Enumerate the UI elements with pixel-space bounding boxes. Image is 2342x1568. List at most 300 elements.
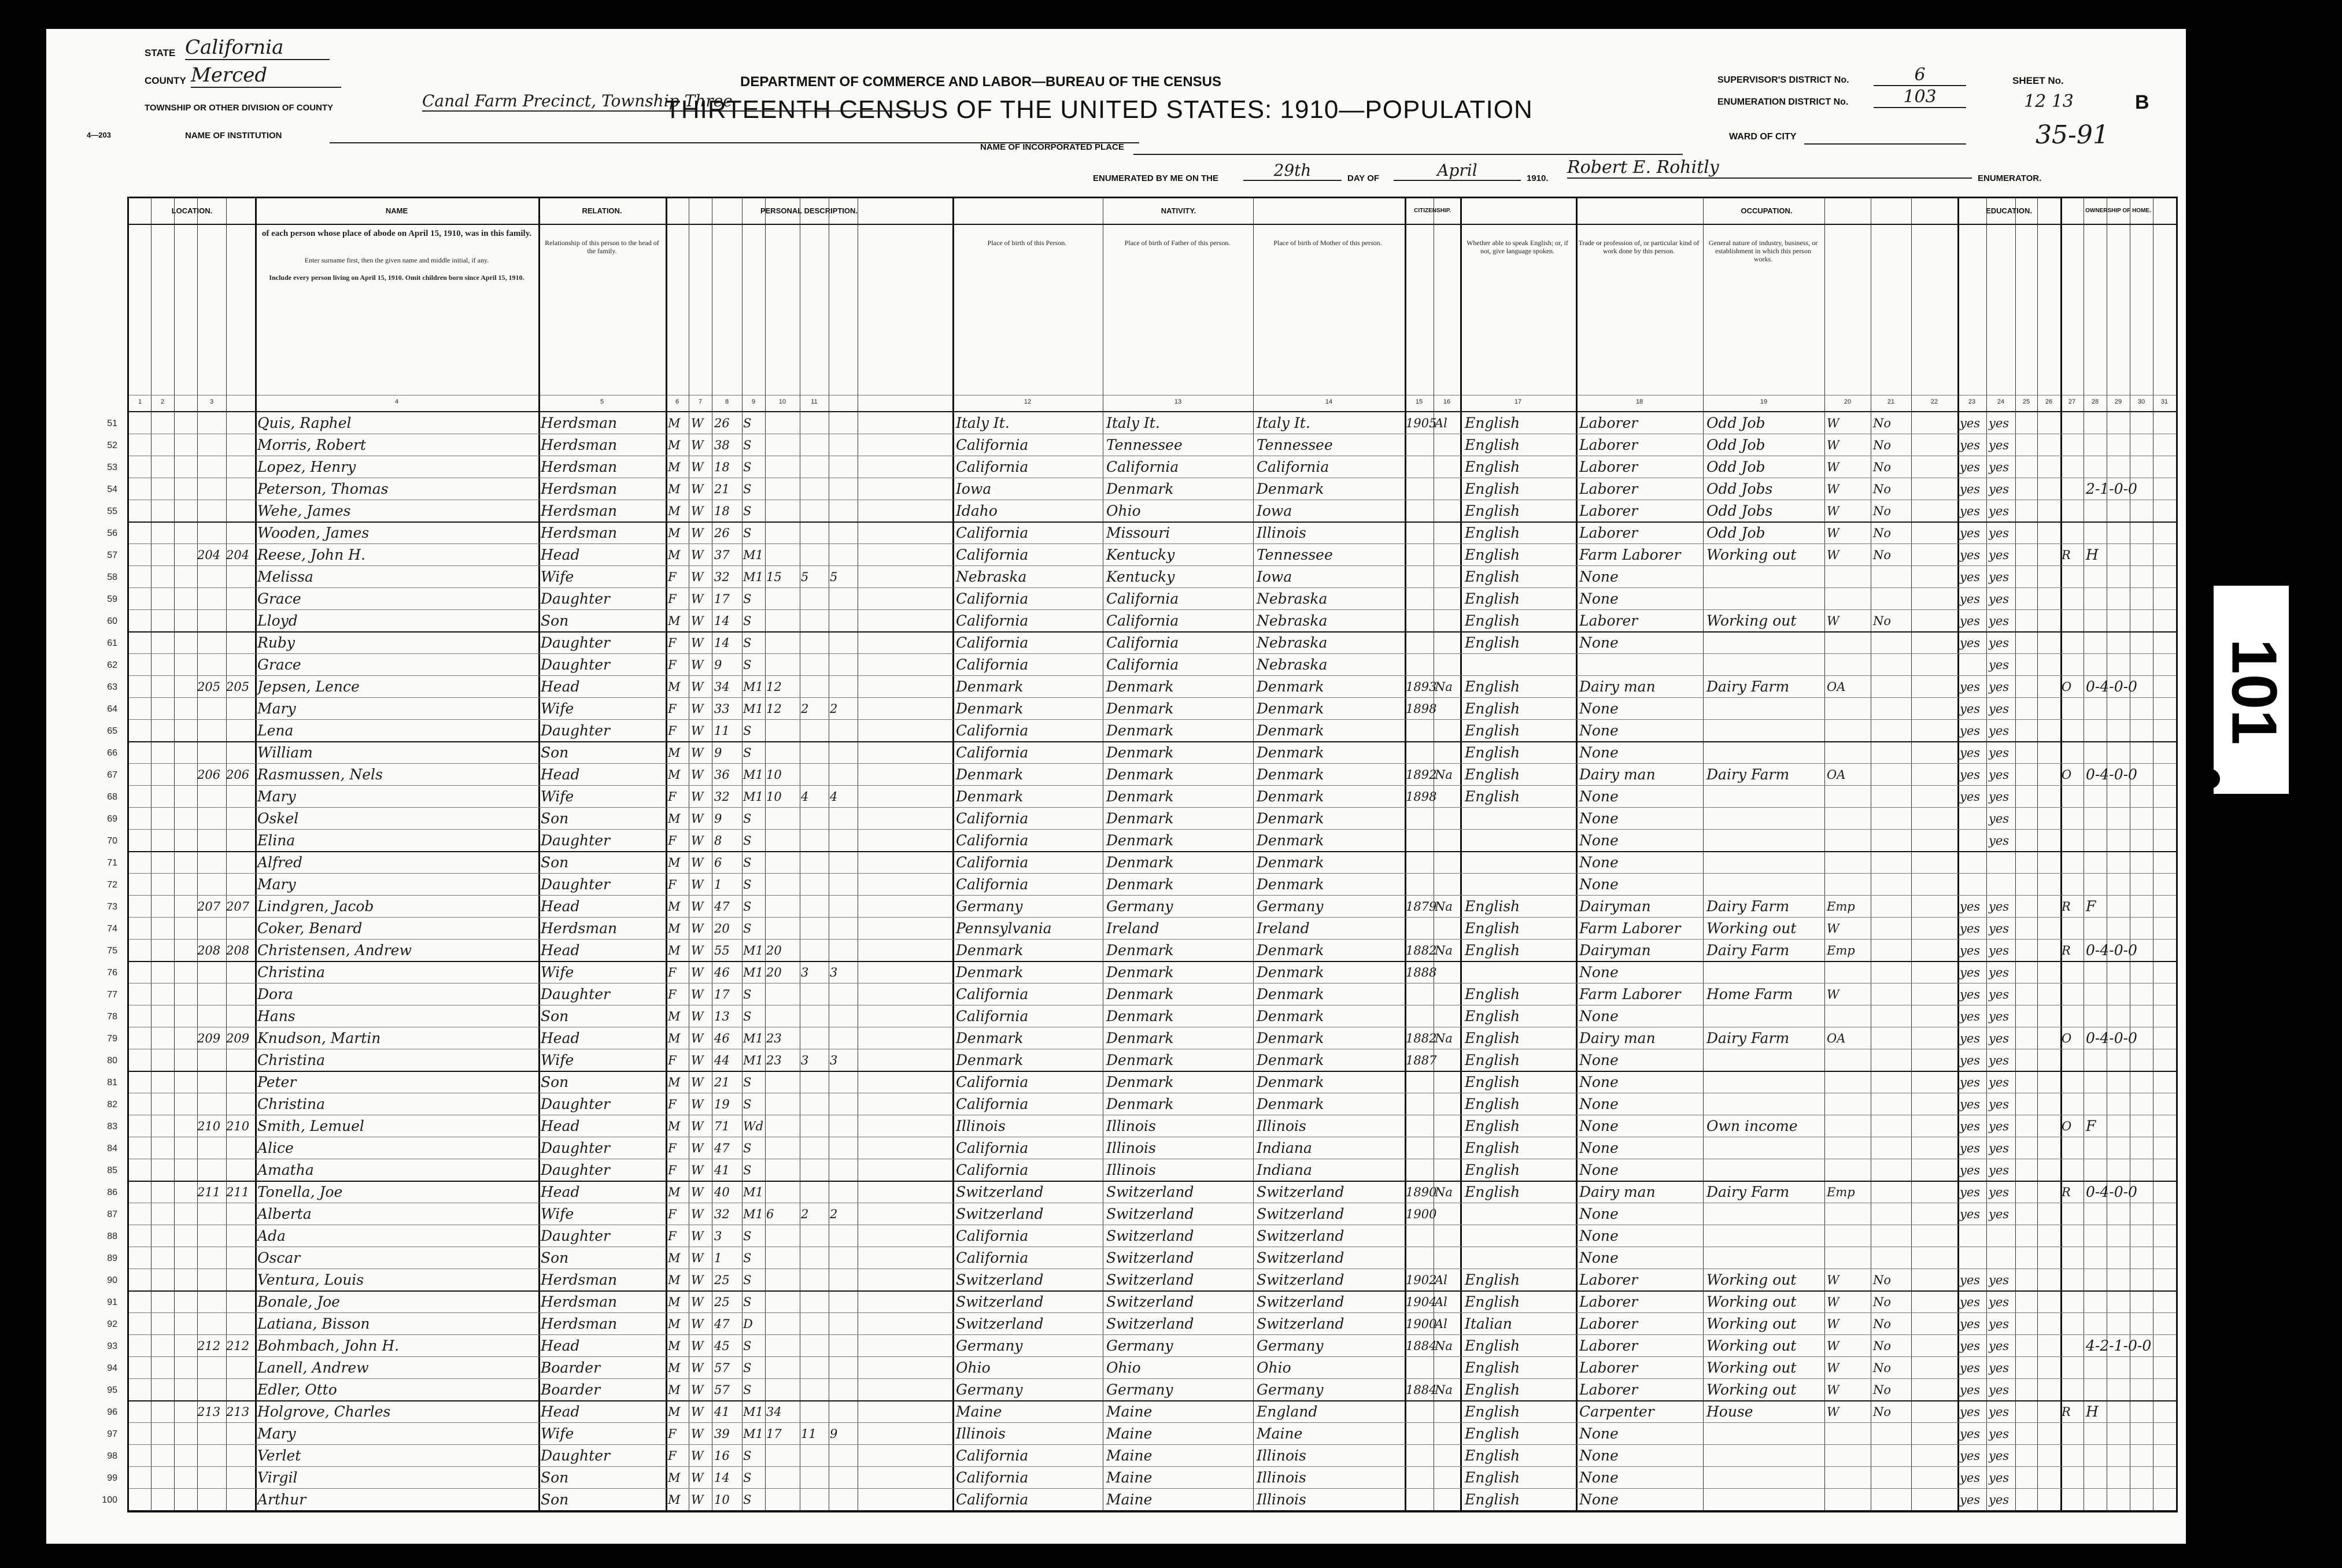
cell-yrs — [766, 412, 799, 435]
line-number: 94 — [107, 1363, 117, 1373]
cell-imm — [1406, 1071, 1434, 1094]
cell-born — [801, 918, 828, 941]
cell-family: 207 — [226, 900, 250, 914]
cell-own2: 0-4-0-0 — [2086, 678, 2137, 695]
cell-pob: Denmark — [956, 1030, 1024, 1046]
table-row — [107, 918, 2176, 940]
cell-read: yes — [1960, 416, 1981, 430]
cell-write: yes — [1989, 636, 2009, 650]
cell-race: W — [691, 416, 704, 430]
cell-pobm: Denmark — [1257, 942, 1324, 959]
cell-sex: F — [668, 570, 677, 584]
cell-write: yes — [1989, 988, 2009, 1001]
cell-own — [2062, 1005, 2085, 1029]
cell-family — [226, 1445, 255, 1468]
cell-ind — [1706, 830, 1824, 853]
cell-yrs: 34 — [766, 1405, 782, 1419]
cell-ind: Working out — [1706, 1293, 1797, 1310]
line-number: 67 — [107, 770, 117, 780]
cell-pobm: Nebraska — [1257, 656, 1328, 673]
cell-nat — [1435, 786, 1460, 809]
cell-own — [2062, 1093, 2085, 1116]
trade-header: Trade or profession of, or particular kind of work done by this person. — [1578, 239, 1700, 255]
cell-rel: Head — [541, 1403, 580, 1420]
cell-emp — [1827, 786, 1871, 809]
cell-own2 — [2086, 720, 2176, 743]
cell-read: yes — [1960, 1427, 1981, 1441]
cell-ms: S — [743, 658, 752, 672]
cell-dwelling — [197, 961, 226, 985]
cell-imm: 1900 — [1406, 1317, 1437, 1331]
cell-ms: D — [743, 1317, 753, 1331]
cell-pob: Illinois — [956, 1425, 1006, 1442]
cell-ms: S — [743, 460, 752, 474]
cell-yrs — [766, 742, 799, 765]
cell-age: 57 — [714, 1383, 730, 1397]
cell-rel: Head — [541, 942, 580, 959]
cell-name: Lloyd — [257, 612, 298, 629]
cell-yrs — [766, 1181, 799, 1204]
cell-pobm: Illinois — [1257, 1118, 1306, 1134]
cell-lang: English — [1465, 1491, 1520, 1508]
cell-ms: S — [743, 482, 752, 496]
cell-family — [226, 1159, 255, 1182]
cell-pobf: California — [1106, 590, 1179, 607]
cell-lang — [1465, 808, 1575, 831]
cell-born — [801, 500, 828, 523]
cell-own2 — [2086, 830, 2176, 853]
cell-rel: Herdsman — [541, 502, 618, 519]
cell-own — [2062, 1445, 2085, 1468]
line-number: 77 — [107, 990, 117, 1000]
table-row — [102, 1489, 2176, 1511]
cell-ind: Home Farm — [1706, 986, 1793, 1003]
cell-trade: Laborer — [1579, 458, 1638, 475]
cell-family: 212 — [226, 1339, 250, 1353]
cell-pobm: Switzerland — [1257, 1271, 1344, 1288]
cell-name: Lopez, Henry — [257, 458, 356, 475]
cell-yrs — [766, 632, 799, 655]
cell-dwelling — [197, 1225, 226, 1248]
cell-trade: Dairyman — [1579, 898, 1651, 915]
cell-dwelling — [197, 786, 226, 809]
cell-trade: Laborer — [1579, 480, 1638, 497]
cell-family — [226, 588, 255, 611]
cell-age: 19 — [714, 1097, 730, 1111]
cell-read — [1960, 654, 1986, 677]
cell-pobf: Maine — [1106, 1491, 1152, 1508]
cell-rel: Head — [541, 678, 580, 695]
cell-sex: F — [668, 724, 677, 738]
cell-imm — [1406, 1247, 1434, 1270]
cell-ind — [1706, 632, 1824, 655]
cell-write: yes — [1989, 1361, 2009, 1375]
cell-pob: Denmark — [956, 700, 1024, 717]
cell-race: W — [691, 790, 704, 804]
cell-write: yes — [1989, 680, 2009, 694]
cell-race: W — [691, 1427, 704, 1441]
line-number: 97 — [107, 1429, 117, 1439]
cell-imm — [1406, 808, 1434, 831]
cell-ind — [1706, 874, 1824, 897]
cell-race: W — [691, 1251, 704, 1265]
cell-dwelling: 209 — [197, 1031, 221, 1045]
cell-own2: 0-4-0-0 — [2086, 1030, 2137, 1046]
cell-rel: Son — [541, 1469, 569, 1486]
line-number: 52 — [107, 441, 117, 450]
cell-ind — [1706, 566, 1824, 589]
cell-ms: S — [743, 812, 752, 826]
cell-emp: W — [1827, 988, 1839, 1001]
cell-yrs: 12 — [766, 702, 782, 716]
cell-dwelling: 210 — [197, 1119, 221, 1133]
col-num: 30 — [2137, 398, 2145, 405]
cell-sex: M — [668, 1383, 681, 1397]
cell-emp — [1827, 698, 1871, 721]
cell-write: yes — [1989, 1207, 2009, 1221]
cell-trade: Laborer — [1579, 1315, 1638, 1332]
cell-name: Quis, Raphel — [257, 415, 352, 431]
cell-unemp — [1873, 1159, 1911, 1182]
cell-living — [830, 1115, 856, 1138]
cell-write: yes — [1989, 746, 2009, 760]
cell-living — [830, 1225, 856, 1248]
cell-own — [2062, 456, 2085, 479]
binder-hole — [2200, 769, 2220, 789]
cell-own — [2062, 1137, 2085, 1160]
cell-pob: Iowa — [956, 480, 992, 497]
cell-emp — [1827, 1423, 1871, 1446]
cell-write: yes — [1989, 1449, 2009, 1463]
group-occupation: OCCUPATION. — [1741, 206, 1793, 215]
institution-line — [330, 132, 1139, 143]
cell-name: Lena — [257, 722, 294, 739]
col-num: 9 — [751, 398, 756, 405]
cell-age: 14 — [714, 614, 730, 628]
cell-living: 5 — [830, 570, 838, 584]
cell-yrs — [766, 456, 799, 479]
cell-family — [226, 808, 255, 831]
cell-born — [801, 983, 828, 1007]
cell-own — [2062, 874, 2085, 897]
cell-write: yes — [1989, 1053, 2009, 1067]
cell-race: W — [691, 724, 704, 738]
nativity-person-header: Place of birth of this Person. — [987, 239, 1067, 247]
cell-nat — [1435, 544, 1460, 567]
cell-living — [830, 1379, 856, 1402]
cell-race: W — [691, 548, 704, 562]
sheet-letter: B — [2135, 91, 2149, 113]
cell-lang: English — [1465, 898, 1520, 915]
cell-unemp — [1873, 918, 1911, 941]
cell-family: 211 — [226, 1185, 250, 1199]
cell-emp — [1827, 1445, 1871, 1468]
cell-nat — [1435, 720, 1460, 743]
cell-family — [226, 1313, 255, 1336]
cell-nat — [1435, 1489, 1460, 1512]
cell-pob: California — [956, 1074, 1029, 1090]
cell-pob: California — [956, 854, 1029, 871]
cell-own — [2062, 808, 2085, 831]
cell-own2 — [2086, 1423, 2176, 1446]
institution-label: NAME OF INSTITUTION — [185, 131, 282, 140]
cell-trade: None — [1579, 1469, 1619, 1486]
cell-lang: English — [1465, 1074, 1520, 1090]
cell-nat — [1435, 1137, 1460, 1160]
cell-read: yes — [1960, 460, 1981, 474]
cell-trade: None — [1579, 744, 1619, 761]
col-num: 18 — [1635, 398, 1643, 405]
cell-rel: Herdsman — [541, 1293, 618, 1310]
cell-ind: Own income — [1706, 1118, 1798, 1134]
cell-rel: Daughter — [541, 832, 610, 849]
cell-imm — [1406, 1115, 1434, 1138]
cell-pobm: Indiana — [1257, 1162, 1312, 1178]
cell-read: yes — [1960, 1405, 1981, 1419]
table-row — [107, 500, 2176, 522]
cell-trade: Dairy man — [1579, 1030, 1656, 1046]
cell-living — [830, 478, 856, 501]
cell-lang: English — [1465, 722, 1520, 739]
table-row — [107, 1313, 2176, 1335]
table-row — [107, 1357, 2176, 1379]
cell-unemp — [1873, 632, 1911, 655]
cell-race: W — [691, 1383, 704, 1397]
cell-living — [830, 1467, 856, 1490]
cell-yrs — [766, 720, 799, 743]
cell-read: yes — [1960, 1119, 1981, 1133]
cell-age: 18 — [714, 460, 730, 474]
cell-family — [226, 1269, 255, 1292]
enumeration-label: ENUMERATION DISTRICT No. — [1717, 97, 1849, 107]
cell-unemp: No — [1873, 1383, 1892, 1397]
cell-imm: 1890 — [1406, 1185, 1437, 1199]
cell-dwelling — [197, 500, 226, 523]
cell-ms: S — [743, 592, 752, 606]
cell-trade: None — [1579, 832, 1619, 849]
cell-trade: None — [1579, 1052, 1619, 1068]
cell-living — [830, 1357, 856, 1380]
cell-race: W — [691, 1119, 704, 1133]
cell-sex: M — [668, 1009, 681, 1023]
col-num: 2 — [160, 398, 165, 405]
cell-own: R — [2062, 944, 2071, 957]
cell-ms: M1 — [743, 966, 763, 979]
cell-own2 — [2086, 698, 2176, 721]
line-number: 53 — [107, 463, 117, 472]
cell-pobf: Maine — [1106, 1469, 1152, 1486]
cell-name: Knudson, Martin — [257, 1030, 381, 1046]
cell-lang: English — [1465, 1052, 1520, 1068]
cell-lang: English — [1465, 1293, 1520, 1310]
line-number: 70 — [107, 836, 117, 846]
cell-pob: California — [956, 524, 1029, 541]
cell-born — [801, 1401, 828, 1424]
cell-ind — [1706, 1005, 1824, 1029]
cell-age: 9 — [714, 746, 722, 760]
cell-name: Bohmbach, John H. — [257, 1337, 400, 1354]
cell-read — [1960, 830, 1986, 853]
year-label: 1910. — [1527, 173, 1549, 183]
table-row — [107, 1093, 2176, 1115]
cell-race: W — [691, 1207, 704, 1221]
cell-nat — [1435, 478, 1460, 501]
cell-read: yes — [1960, 1185, 1981, 1199]
cell-born — [801, 456, 828, 479]
cell-pobm: Nebraska — [1257, 612, 1328, 629]
cell-emp: W — [1827, 1273, 1839, 1287]
cell-imm: 1882 — [1406, 1031, 1437, 1045]
cell-born — [801, 1357, 828, 1380]
table-row — [107, 764, 2176, 786]
cell-trade: Dairy man — [1579, 766, 1656, 783]
cell-name: Melissa — [257, 568, 313, 585]
cell-ind — [1706, 742, 1824, 765]
enumerated-month: April — [1394, 161, 1521, 181]
cell-write: yes — [1989, 922, 2009, 935]
census-title: THIRTEENTH CENSUS OF THE UNITED STATES: 1910—POPULATION — [665, 95, 1533, 124]
table-row — [107, 808, 2176, 830]
cell-race: W — [691, 1009, 704, 1023]
cell-unemp — [1873, 742, 1911, 765]
cell-rel: Daughter — [541, 1096, 610, 1112]
cell-ms: S — [743, 1273, 752, 1287]
cell-sex: M — [668, 460, 681, 474]
cell-ms: M1 — [743, 1053, 763, 1067]
cell-emp — [1827, 1049, 1871, 1073]
cell-nat: Na — [1435, 1185, 1453, 1199]
cell-nat: Na — [1435, 900, 1453, 914]
cell-rel: Herdsman — [541, 920, 618, 937]
cell-own — [2062, 852, 2085, 875]
cell-emp — [1827, 566, 1871, 589]
supervisor-label: SUPERVISOR'S DISTRICT No. — [1717, 75, 1849, 85]
cell-own — [2062, 830, 2085, 853]
cell-yrs — [766, 1225, 799, 1248]
cell-pob: Switzerland — [956, 1205, 1044, 1222]
cell-ind: Dairy Farm — [1706, 1184, 1790, 1200]
cell-sex: M — [668, 812, 681, 826]
cell-name: Alberta — [257, 1205, 312, 1222]
cell-name: Latiana, Bisson — [257, 1315, 370, 1332]
cell-unemp — [1873, 676, 1911, 699]
cell-unemp: No — [1873, 1361, 1892, 1375]
form-number: 4—203 — [87, 131, 111, 139]
cell-trade: Dairy man — [1579, 678, 1656, 695]
cell-pobm: Switzerland — [1257, 1249, 1344, 1266]
cell-own2: 0-4-0-0 — [2086, 766, 2137, 783]
cell-trade: None — [1579, 1074, 1619, 1090]
cell-emp: OA — [1827, 1031, 1846, 1045]
cell-lang: English — [1465, 502, 1520, 519]
cell-emp: W — [1827, 526, 1839, 540]
cell-lang: Italian — [1465, 1315, 1512, 1332]
cell-own — [2062, 983, 2085, 1007]
sheet-stamp — [2212, 584, 2291, 796]
cell-sex: M — [668, 526, 681, 540]
cell-emp — [1827, 1071, 1871, 1094]
cell-age: 46 — [714, 1031, 730, 1045]
col-num: 25 — [2022, 398, 2030, 405]
cell-pobm: Switzerland — [1257, 1227, 1344, 1244]
census-sheet — [46, 29, 2290, 1544]
cell-race: W — [691, 1163, 704, 1177]
cell-dwelling — [197, 522, 226, 545]
cell-own2 — [2086, 456, 2176, 479]
cell-write: yes — [1989, 1317, 2009, 1331]
cell-family — [226, 830, 255, 853]
cell-emp: W — [1827, 416, 1839, 430]
cell-nat — [1435, 654, 1460, 677]
cell-pob: California — [956, 437, 1029, 453]
cell-rel: Daughter — [541, 876, 610, 893]
cell-pobf: Ohio — [1106, 1359, 1141, 1376]
cell-unemp — [1873, 1005, 1911, 1029]
cell-unemp — [1873, 940, 1911, 963]
cell-ms: S — [743, 1471, 752, 1485]
cell-own — [2062, 632, 2085, 655]
cell-age: 26 — [714, 526, 730, 540]
cell-dwelling — [197, 808, 226, 831]
col-num: 28 — [2091, 398, 2099, 405]
cell-yrs — [766, 852, 799, 875]
cell-sex: M — [668, 768, 681, 782]
cell-yrs — [766, 1071, 799, 1094]
cell-emp — [1827, 632, 1871, 655]
cell-race: W — [691, 1229, 704, 1243]
cell-ind: Dairy Farm — [1706, 942, 1790, 959]
cell-pobf: Tennessee — [1106, 437, 1183, 453]
cell-imm — [1406, 852, 1434, 875]
cell-family — [226, 654, 255, 677]
cell-read: yes — [1960, 1009, 1981, 1023]
cell-race: W — [691, 1053, 704, 1067]
cell-lang: English — [1465, 1425, 1520, 1442]
table-row — [107, 1049, 2176, 1071]
cell-imm — [1406, 544, 1434, 567]
relation-header: Relationship of this person to the head of the family. — [545, 239, 659, 255]
cell-pobm: Iowa — [1257, 502, 1292, 519]
cell-nat — [1435, 852, 1460, 875]
table-row — [107, 1225, 2176, 1247]
cell-dwelling — [197, 1159, 226, 1182]
col-num: 29 — [2114, 398, 2122, 405]
table-row — [107, 632, 2176, 654]
cell-age: 32 — [714, 790, 730, 804]
cell-race: W — [691, 900, 704, 914]
cell-living — [830, 764, 856, 787]
cell-read: yes — [1960, 790, 1981, 804]
cell-unemp — [1873, 1071, 1911, 1094]
cell-yrs — [766, 896, 799, 919]
cell-yrs — [766, 478, 799, 501]
cell-own: R — [2062, 1405, 2071, 1419]
cell-nat: Na — [1435, 680, 1453, 694]
cell-living — [830, 874, 856, 897]
table-row — [107, 1005, 2176, 1027]
cell-yrs — [766, 1269, 799, 1292]
cell-name: Mary — [257, 788, 296, 805]
cell-yrs: 20 — [766, 966, 782, 979]
cell-nat: Na — [1435, 768, 1453, 782]
table-row — [107, 654, 2176, 676]
cell-lang: English — [1465, 1008, 1520, 1025]
cell-unemp — [1873, 961, 1911, 985]
cell-family — [226, 566, 255, 589]
cell-living — [830, 1181, 856, 1204]
cell-family: 213 — [226, 1405, 250, 1419]
cell-pobm: Maine — [1257, 1425, 1303, 1442]
